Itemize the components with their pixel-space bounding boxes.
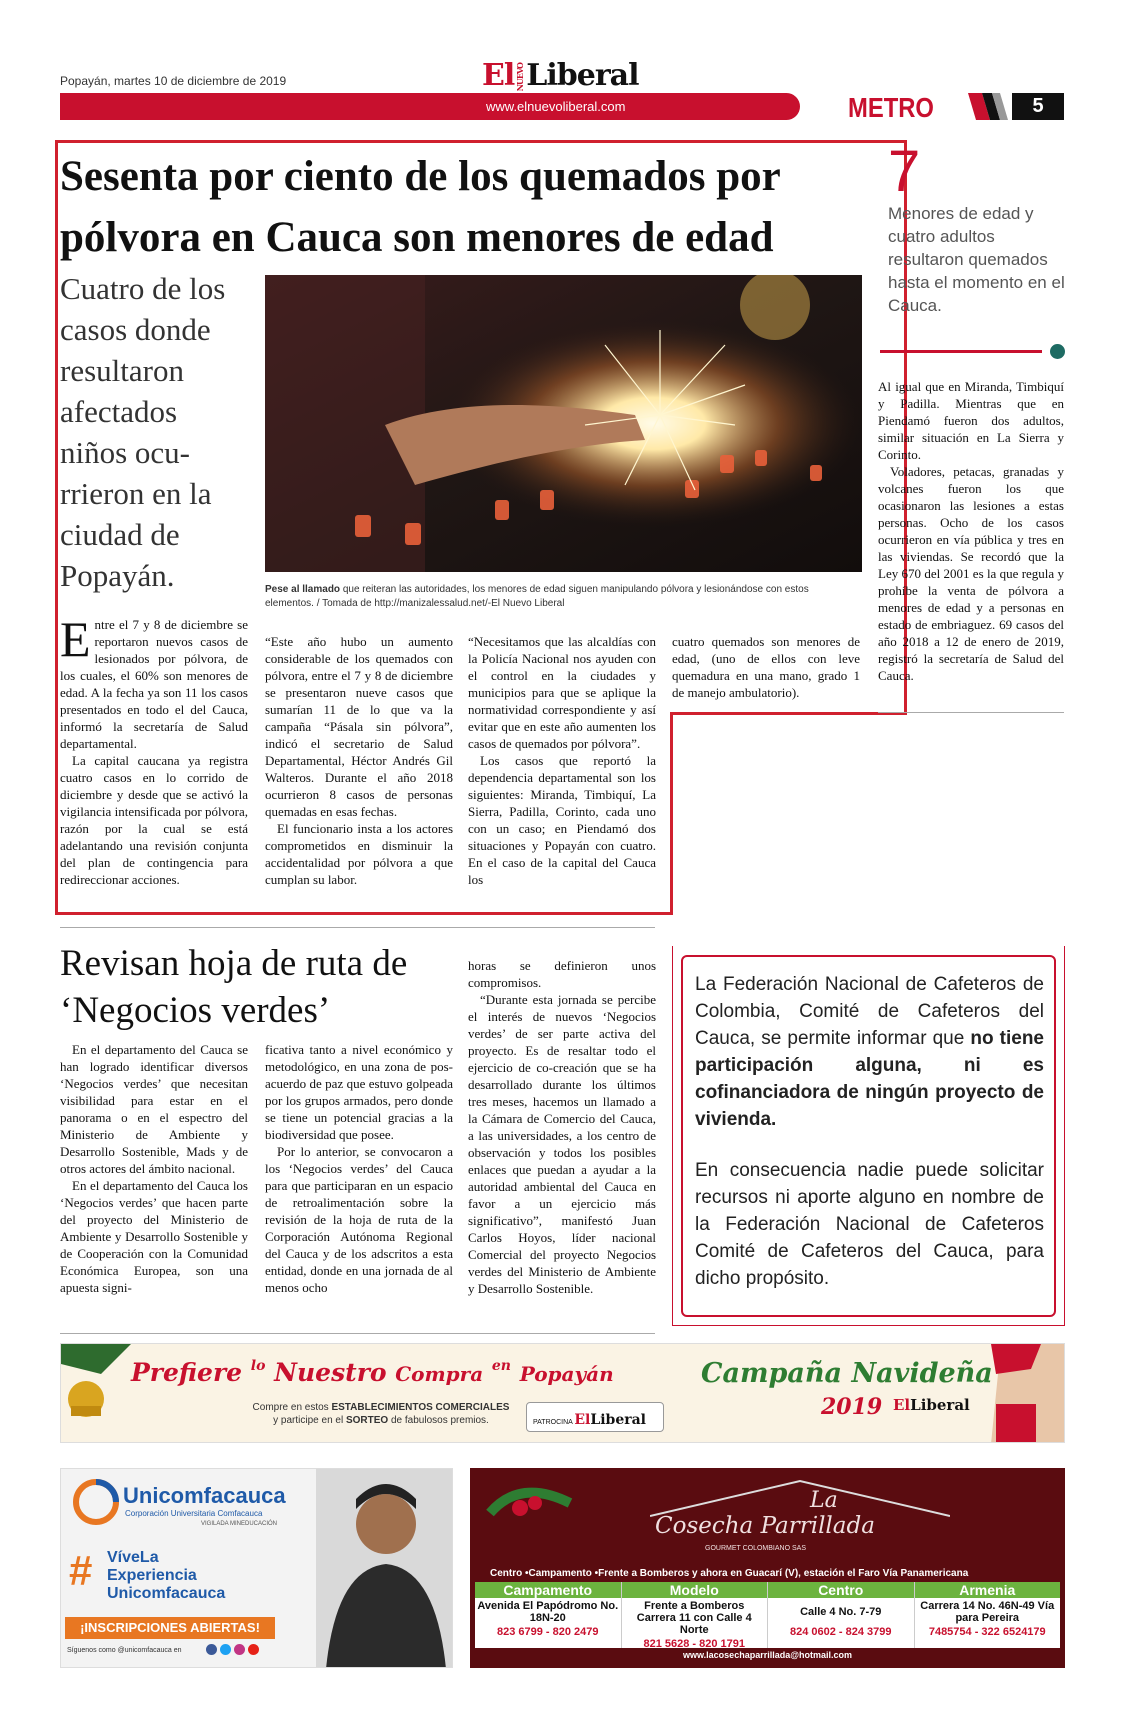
branch-address: Avenida El Papódromo No. 18N-20 (477, 1600, 619, 1624)
paragraph: cuatro quemados son menores de edad, (uno de ellos con leve quemadura en una mano, grado 1 de manejo ambulatorio). (672, 634, 860, 700)
branch-address: Calle 4 No. 7-79 (800, 1606, 882, 1618)
branch-phone: 823 6799 - 820 2479 (496, 1626, 599, 1638)
article2-headline: Revisan hoja de ruta de ‘Negocios verdes’ (60, 943, 408, 1031)
divider (60, 1333, 655, 1334)
branch-name: Campamento (475, 1582, 621, 1598)
branch-modelo (622, 1582, 769, 1648)
hashtag-line: VíveLa (107, 1549, 159, 1566)
campaign-slogan (131, 1358, 614, 1387)
branch-armenia (915, 1582, 1061, 1648)
article1-column-3 (468, 633, 656, 888)
divider (878, 712, 1064, 713)
slogan-word: en (491, 1358, 511, 1374)
highlight-number: 7 (888, 139, 921, 204)
unicomfacauca-ad[interactable] (60, 1468, 453, 1668)
branch-phone: 821 5628 - 820 1791 (643, 1638, 746, 1650)
notice-paragraph-2: En consecuencia nadie puede solicitar recursos ni aporte alguno en nombre de la Federación Nacional de Cafeteros Comité de Cafeteros del Cauca, para dicho propósito. (695, 1160, 1044, 1289)
cosecha-email[interactable]: www.lacosechaparrillada@hotmail.com (683, 1650, 852, 1660)
sidebar-column (878, 378, 1064, 684)
logo-nuevo: NUEVO (515, 62, 526, 92)
article1-column-2 (265, 633, 453, 888)
branch-address: Frente a Bomberos Carrera 11 con Calle 4 Norte (636, 1600, 752, 1636)
sparkler-photo (265, 275, 862, 572)
frame-cutout (673, 715, 913, 925)
cosecha-tagline: GOURMET COLOMBIANO SAS (705, 1545, 806, 1552)
photo-caption (265, 583, 825, 611)
hashtag-icon: # (69, 1547, 93, 1594)
logo-liberal: Liberal (590, 1412, 646, 1428)
website-url[interactable]: www.elnuevoliberal.com (486, 99, 626, 114)
branch-phone: 824 0602 - 824 3799 (789, 1626, 892, 1638)
paragraph: El funcionario insta a los actores comprometidos en disminuir la accidentalidad por pólvora a que cumplan su labor. (265, 821, 453, 887)
frame-edge (670, 715, 673, 915)
detail-text: Compre en estos (252, 1402, 329, 1413)
branch-name: Armenia (915, 1582, 1061, 1598)
branch-name: Centro (768, 1582, 914, 1598)
drop-cap: E (60, 611, 91, 667)
slogan-word: Popayán (519, 1362, 614, 1386)
notice-paragraph (695, 971, 1044, 1133)
campaign-details (231, 1401, 531, 1427)
cosecha-parrillada-ad[interactable] (470, 1468, 1065, 1668)
social-follow: Síguenos como @unicomfacauca en (67, 1647, 182, 1654)
article1-column-1 (60, 611, 248, 888)
cosecha-name-la: La (810, 1488, 838, 1513)
article2-column-2 (265, 1041, 453, 1296)
edition-date: Popayán, martes 10 de diciembre de 2019 (60, 74, 287, 88)
notice-bold-text: no tiene participación alguna, ni es cofinanciadora de ningún proyecto de vivienda. (695, 1028, 1045, 1130)
frame-edge (670, 712, 907, 715)
slogan-word: Compra (395, 1362, 484, 1386)
logo-liberal: Liberal (526, 58, 639, 93)
paragraph: En el departamento del Cauca los ‘Negocios verdes’ que hacen parte del proyecto del Ministerio de Ambiente y Desarrollo Sostenible y de Cooperación con la Comunidad Económica Europea, son una apuesta signi- (60, 1178, 248, 1295)
header-red-bar (60, 93, 800, 120)
slogan-word: lo (250, 1358, 266, 1374)
caption-lead: Pese al llamado (265, 584, 341, 595)
logo-el: El (482, 58, 515, 93)
sidebar-dot (1050, 344, 1065, 359)
unicomfacauca-sub: Corporación Universitaria Comfacauca (125, 1509, 263, 1518)
notice-text: La Federación Nacional de Cafeteros de Colombia, Comité de Cafeteros del Cauca, se permite informar que (695, 974, 1044, 1049)
logo-el: El (893, 1396, 911, 1414)
detail-text: de fabulosos premios. (391, 1415, 489, 1426)
paragraph: horas se definieron unos compromisos. (468, 958, 656, 990)
article2-column-1 (60, 1041, 248, 1296)
caption-text: que reiteran las autoridades, los menores de edad siguen manipulando pólvora y lesionándose con estos elementos. (265, 584, 809, 609)
detail-bold: SORTEO (345, 1415, 389, 1426)
hashtag-line: Experiencia (107, 1567, 197, 1584)
paragraph: “Necesitamos que las alcaldías con la Policía Nacional nos ayuden con el control en la ciudades y municipios para que se aplique la normatividad correspondiente y así evitar que en este año aumenten los casos de quemados por pólvora”. (468, 634, 656, 751)
facebook-icon[interactable] (206, 1644, 217, 1655)
newspaper-logo[interactable] (482, 58, 638, 93)
paragraph: “Este año hubo un aumento considerable de los quemados con pólvora, entre el 7 y 8 de diciembre se presentaron nueve casos que sumarían 11 de lo que va la campaña “Pásala sin pólvora”, indicó el secretario de Salud Departamental, Héctor Andrés Gil Walteros. Durante el año 2018 ocurrieron 8 casos de personas quemadas en esas fechas. (265, 634, 453, 819)
unicomfacauca-logo-icon (71, 1477, 121, 1527)
sponsor-label: PATROCINA (533, 1419, 573, 1426)
paragraph: Voladores, petacas, granadas y volcanes fueron los que ocasionaron las lesiones a estas personas. Ocho de los casos ocurrieron en vía pública y tres en las viviendas. Se recordó que la Ley 670 del 2001 es la que regula y prohíbe la venta de pólvora a menores de edad y a personas en estado de embriaguez. 69 casos del año 2018 a 12 de enero de 2019, registró la secretaría de Salud del Cauca. (878, 464, 1064, 683)
page-number: 5 (1012, 93, 1064, 120)
campaign-year: 2019 (821, 1394, 883, 1420)
paragraph: En el departamento del Cauca se han logrado identificar diversos ‘Negocios verdes’ que necesitan visibilidad para estar en el panorama o en el espectro del Ministerio de Ambiente y Desarrollo Sostenible, Mads y de otros actores del ámbito nacional. (60, 1042, 248, 1176)
campaign-logo (893, 1396, 970, 1414)
detail-text: y participe en el (273, 1415, 344, 1426)
paragraph: Los casos que reportó la dependencia departamental son los siguientes: Miranda, Timbiquí, La Sierra, Padilla, Corinto, cada uno con un caso; en Piendamó dos situaciones y Popayán con cuatro. En el caso de la capital del Cauca los (468, 753, 656, 887)
social-icons (206, 1644, 259, 1655)
logo-liberal: Liberal (910, 1396, 970, 1414)
branch-address: Carrera 14 No. 46N-49 Vía para Pereira (920, 1600, 1055, 1624)
paragraph: “Durante esta jornada se percibe el interés de nuevos ‘Negocios verdes’ de ser parte activa del proyecto. Es de resaltar todo el ejercicio de co-creación que se ha desarrollado durante los últimos tres meses, hacemos un llamado a la Cámara de Comercio del Cauca, a las universidades, a los centro de observación y todos los posibles enlaces que puedan a ayudar a la autoridad ambiental del Cauca en favor a un ejercicio más significativo”, manifestó Juan Carlos Hoyos, líder nacional Comercial del proyecto Negocios verdes del Ministerio de Ambiente y Desarrollo Sostenible. (468, 992, 656, 1296)
inscripciones-banner[interactable]: ¡INSCRIPCIONES ABIERTAS! (65, 1617, 275, 1639)
article1-column-4 (672, 633, 860, 701)
student-photo (316, 1469, 453, 1668)
branch-phone: 7485754 - 322 6524179 (928, 1626, 1046, 1638)
paragraph: Por lo anterior, se convocaron a los ‘Negocios verdes’ del Cauca para que participaran en un espacio de retroalimentación sobre la revisión de la hoja de ruta de la Corporación Autónoma Regional del Cauca y de los adscritos a esta entidad, donde en una jornada de al menos ocho (265, 1144, 453, 1295)
christmas-decoration-icon (480, 1473, 580, 1543)
article-photo (265, 275, 862, 572)
campaign-title: Campaña Navideña (701, 1358, 993, 1389)
branches-table (475, 1582, 1060, 1648)
divider (60, 927, 655, 928)
caption-credit: / Tomada de http://manizalessalud.net/-El Nuevo Liberal (316, 598, 565, 609)
hashtag-line: Unicomfacauca (107, 1585, 226, 1602)
article-headline: Sesenta por ciento de los quemados por pólvora en Cauca son menores de edad (60, 153, 780, 261)
section-label: METRO (848, 92, 934, 123)
article-deck: Cuatro de los casos donde resultaron afectados niños ocu-rrieron en la ciudad de Popayán. (60, 271, 226, 593)
bell-icon (61, 1344, 131, 1443)
branch-campamento (475, 1582, 622, 1648)
article2-column-3 (468, 957, 656, 1297)
stripes-decoration (968, 93, 1008, 120)
logo-el: El (574, 1412, 591, 1428)
instagram-icon[interactable] (234, 1644, 245, 1655)
branch-centro (768, 1582, 915, 1648)
cosecha-name: Cosecha Parrillada (655, 1513, 875, 1539)
paragraph: ntre el 7 y 8 de diciembre se reportaron nuevos casos de lesionados por pólvora, de los cuales, el 60% son menores de edad. A la fecha ya son 11 los casos presentados en todo el del Cauca, informó la secretaría de Salud departamental. (60, 617, 248, 751)
paragraph: La capital caucana ya registra cuatro casos en lo corrido de diciembre y desde que se activó la vigilancia intensificada por pólvora, razón por la cual se está adelantando una revisión conjunta del plan de contingencia para redireccionar acciones. (60, 753, 248, 887)
vigilada-label: VIGILADA MINEDUCACIÓN (201, 1521, 278, 1527)
detail-bold: ESTABLECIMIENTOS COMERCIALES (331, 1402, 510, 1413)
slogan-word: Prefiere (131, 1358, 243, 1387)
sidebar-rule (880, 350, 1042, 353)
branch-name: Modelo (622, 1582, 768, 1598)
cafeteros-notice (681, 955, 1056, 1317)
campaign-banner-ad[interactable] (60, 1343, 1065, 1443)
hashtag-text (107, 1549, 225, 1603)
youtube-icon[interactable] (248, 1644, 259, 1655)
santa-woman-image (981, 1344, 1065, 1443)
twitter-icon[interactable] (220, 1644, 231, 1655)
paragraph: Al igual que en Miranda, Timbiquí y Padilla. Mientras que en Piendamó fueron dos adultos, similar situación en La Sierra y Corinto. (878, 379, 1064, 462)
sponsor-badge (526, 1402, 664, 1432)
unicomfacauca-brand: Unicomfacauca (123, 1483, 286, 1508)
cosecha-locations: Centro •Campamento •Frente a Bomberos y ahora en Guacarí (V), estación el Faro Vía Panamericana (490, 1568, 969, 1579)
paragraph: ficativa tanto a nivel económico y metodológico, en una zona de pos-acuerdo de paz que estuvo golpeada por los grupos armados, pero donde se tiene un potencial gracias a la biodiversidad que posee. (265, 1042, 453, 1142)
highlight-blurb: Menores de edad y cuatro adultos resultaron quemados hasta el momento en el Cauca. (888, 204, 1065, 315)
slogan-word: Nuestro (274, 1358, 387, 1387)
